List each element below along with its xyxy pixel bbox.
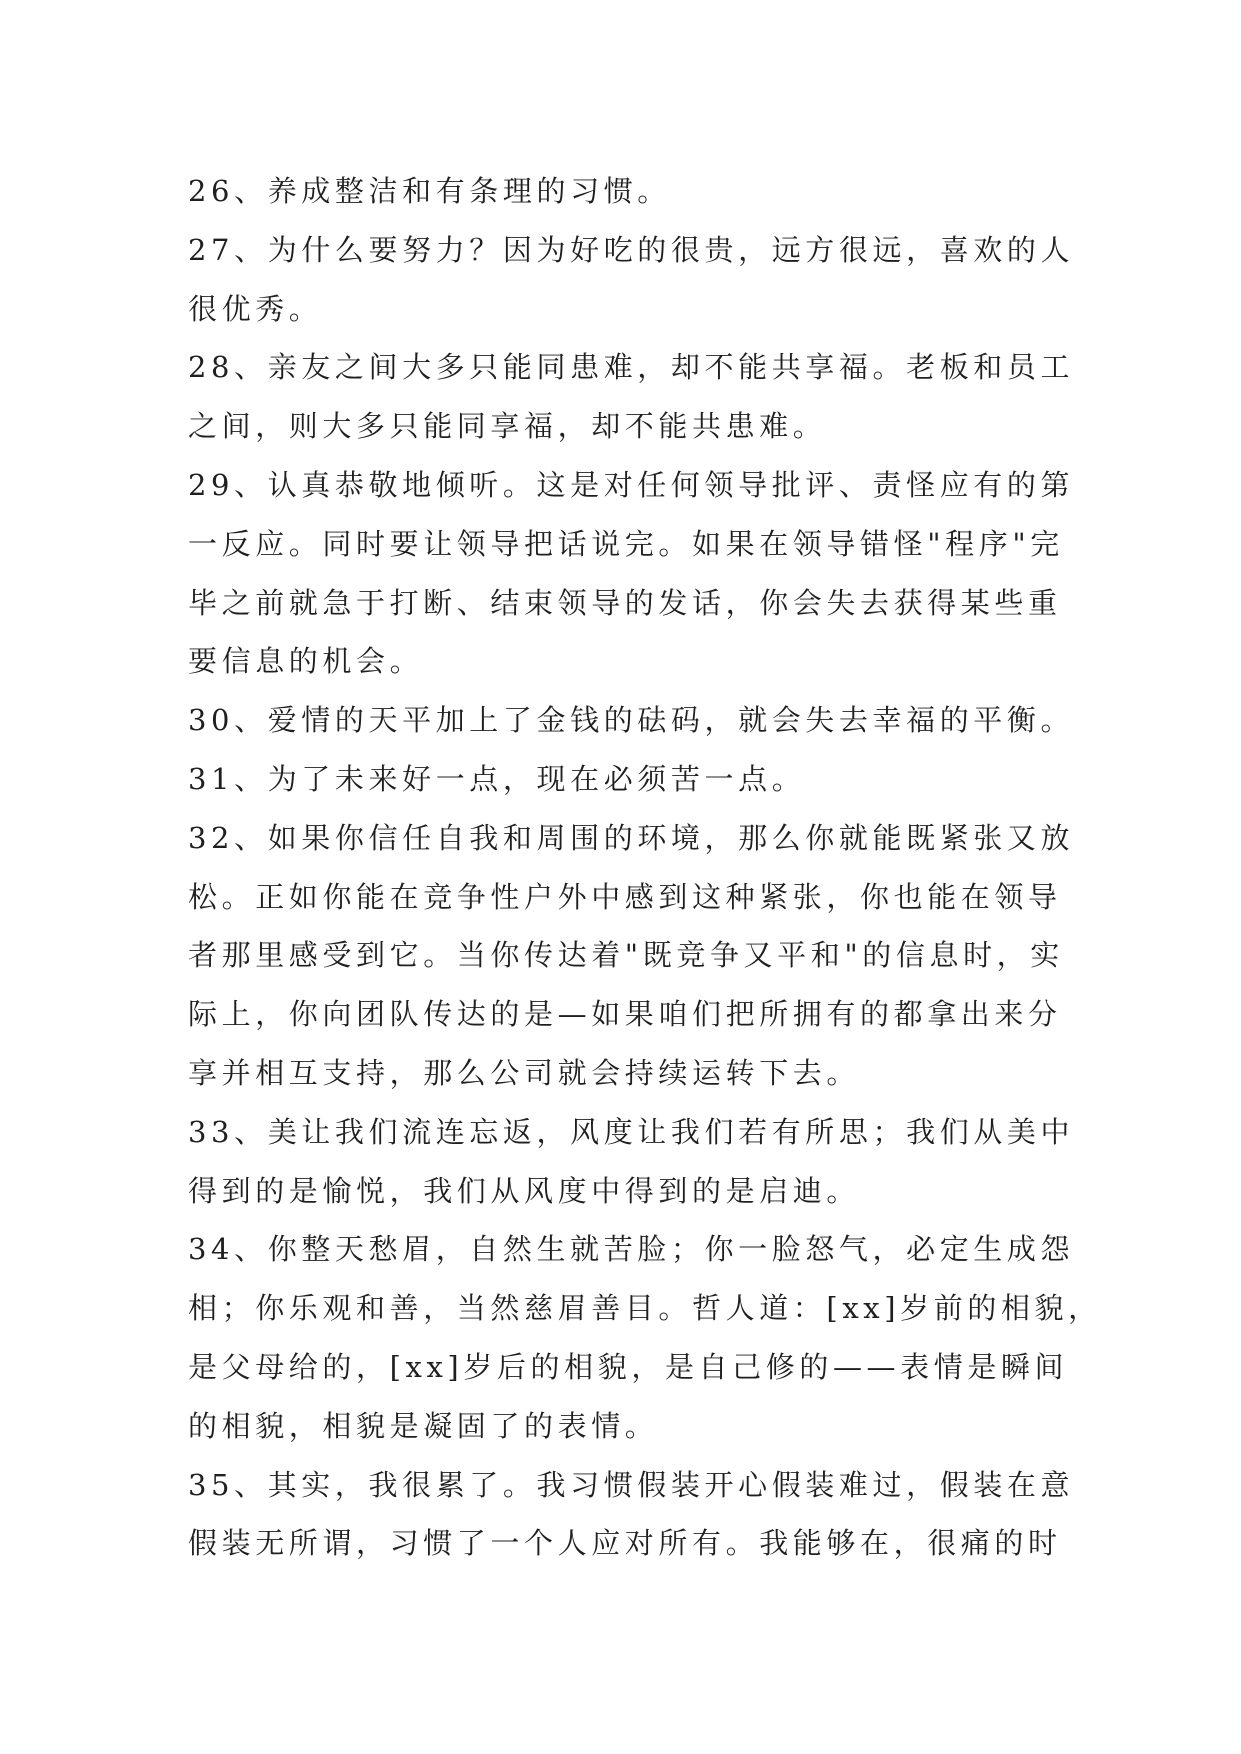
text-line: 际上，你向团队传达的是—如果咱们把所拥有的都拿出来分 [188, 997, 1062, 1032]
text-line: 假装无所谓，习惯了一个人应对所有。我能够在，很痛的时 [188, 1526, 1062, 1561]
text-line: 要信息的机会。 [188, 644, 424, 679]
text-line: 者那里感受到它。当你传达着"既竞争又平和"的信息时，实 [188, 938, 1064, 973]
text-line: 之间，则大多只能同享福，却不能共患难。 [188, 409, 827, 444]
text-line: 31、为了未来好一点，现在必须苦一点。 [188, 761, 806, 796]
text-line: 相；你乐观和善，当然慈眉善目。哲人道：[xx]岁前的相貌， [188, 1291, 1102, 1326]
text-line: 27、为什么要努力？因为好吃的很贵，远方很远，喜欢的人 [188, 232, 1075, 267]
text-line: 松。正如你能在竞争性户外中感到这种紧张，你也能在领导 [188, 879, 1062, 914]
text-line: 28、亲友之间大多只能同患难，却不能共享福。老板和员工 [188, 350, 1075, 385]
text-line: 是父母给的，[xx]岁后的相貌，是自己修的——表情是瞬间 [188, 1349, 1069, 1384]
text-line: 得到的是愉悦，我们从风度中得到的是启迪。 [188, 1173, 861, 1208]
text-line: 32、如果你信任自我和周围的环境，那么你就能既紧张又放 [188, 820, 1075, 855]
text-line: 35、其实，我很累了。我习惯假装开心假装难过，假装在意 [188, 1467, 1075, 1502]
text-line: 享并相互支持，那么公司就会持续运转下去。 [188, 1055, 861, 1090]
text-line: 毕之前就急于打断、结束领导的发话，你会失去获得某些重 [188, 585, 1062, 620]
text-line: 34、你整天愁眉，自然生就苦脸；你一脸怒气，必定生成怨 [188, 1232, 1075, 1267]
text-line: 的相貌，相貌是凝固了的表情。 [188, 1408, 659, 1443]
text-line: 26、养成整洁和有条理的习惯。 [188, 174, 671, 208]
text-line: 很优秀。 [188, 291, 323, 326]
document-body [188, 162, 1102, 1573]
text-line: 29、认真恭敬地倾听。这是对任何领导批评、责怪应有的第 [188, 467, 1075, 502]
text-line: 30、爱情的天平加上了金钱的砝码，就会失去幸福的平衡。 [188, 703, 1075, 738]
text-line: 33、美让我们流连忘返，风度让我们若有所思；我们从美中 [188, 1114, 1075, 1149]
text-line: 一反应。同时要让领导把话说完。如果在领导错怪"程序"完 [188, 526, 1064, 561]
